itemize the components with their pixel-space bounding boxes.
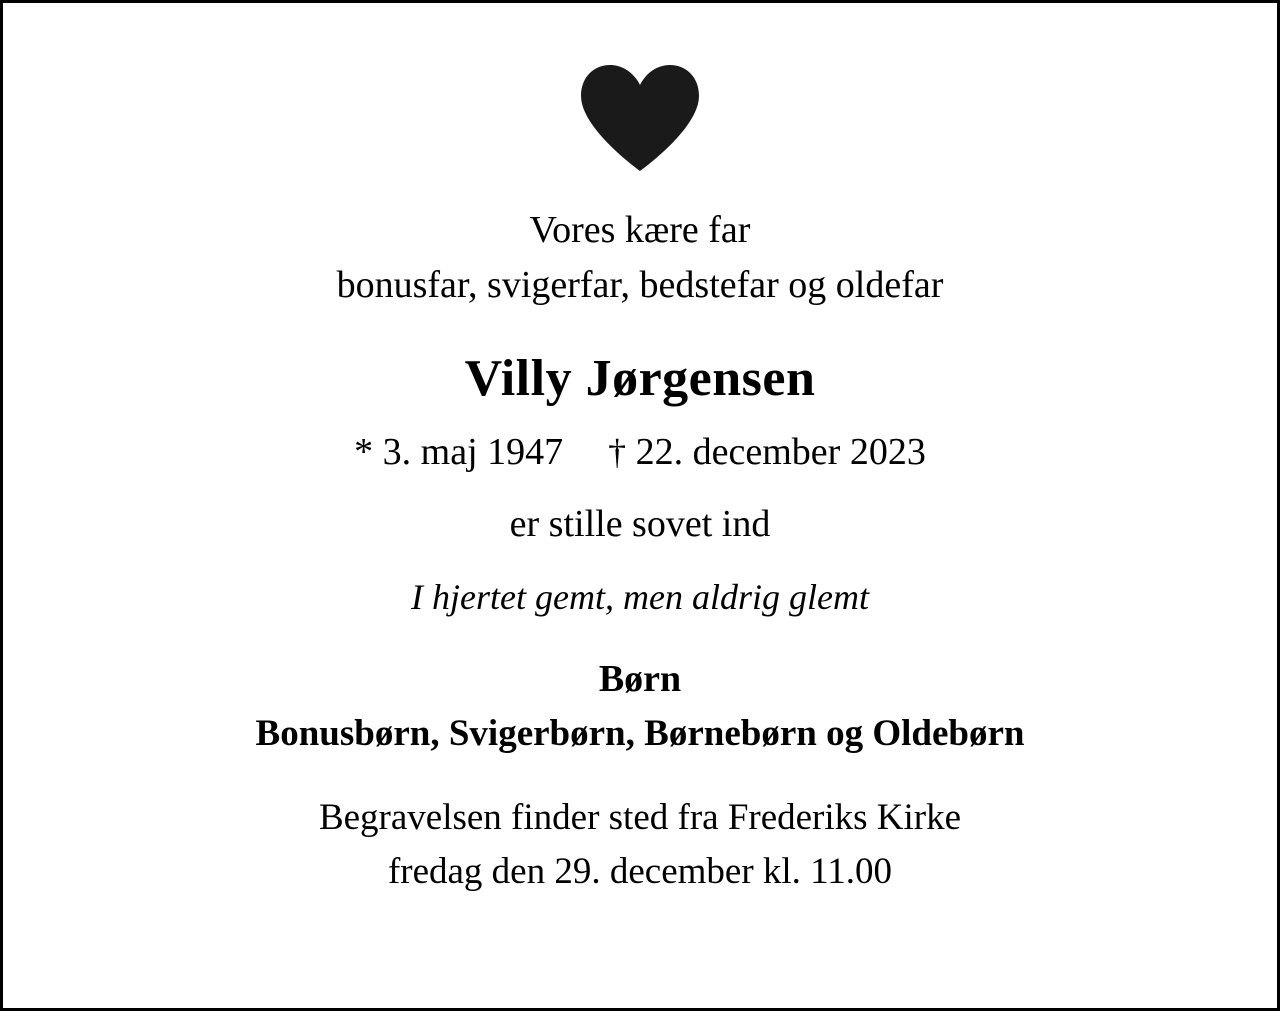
intro-line-2: bonusfar, svigerfar, bedstefar og oldefar [336,264,944,307]
life-dates [354,430,926,474]
heart-icon [577,63,703,173]
death-date: 22. december 2023 [635,431,926,474]
survivors-line-1: Børn [598,658,682,701]
memorial-verse: I hjertet gemt, men aldrig glemt [411,577,869,618]
survivors-line-2: Bonusbørn, Svigerbørn, Børnebørn og Oldebørn [255,713,1025,755]
birth-symbol: * [354,431,374,474]
intro-line-1: Vores kære far [529,209,751,251]
deceased-name: Villy Jørgensen [464,350,816,408]
funeral-details [319,791,961,898]
passing-text: er stille sovet ind [509,503,771,546]
survivors-block [256,652,1025,761]
intro-text [337,203,944,313]
birth-date: 3. maj 1947 [382,431,564,474]
funeral-line-1: Begravelsen finder sted fra Frederiks Kirke [318,796,962,838]
funeral-line-2: fredag den 29. december kl. 11.00 [387,850,893,892]
death-symbol: † [608,432,627,473]
